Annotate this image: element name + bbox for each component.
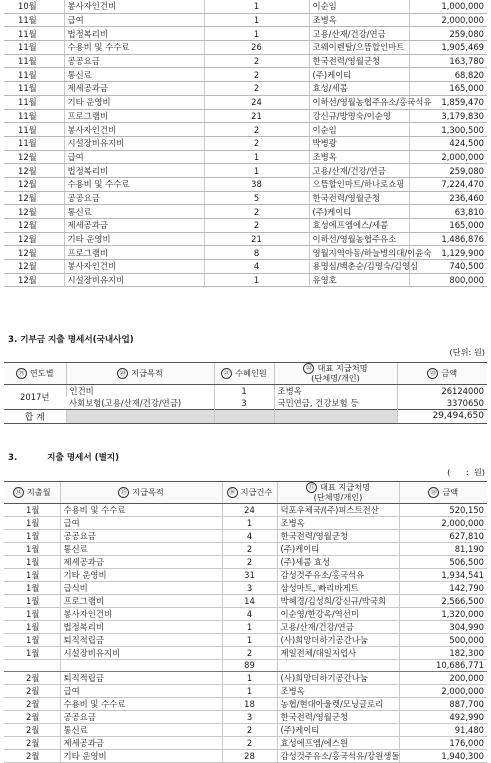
table-row [4,191,487,205]
amount-cell: 506,500 [399,556,487,569]
month-cell: 11월 [4,123,64,137]
count-cell: 1 [222,634,277,647]
count-cell: 2 [204,219,309,233]
purpose-cell: 시설장비유지비 [60,647,222,660]
expense-table-continued [4,0,487,287]
month-cell: 2월 [4,697,60,710]
table-row [4,27,487,41]
purpose-cell: 통신료 [64,205,204,219]
total-empty-cell [66,409,214,423]
table-row [4,634,487,647]
payee-cell: (주)케이티 [309,205,409,219]
amount-cell: 165,000 [409,219,487,233]
month-cell: 12월 [4,164,64,178]
table-row [4,82,487,96]
beneficiaries-cell: 3 [214,397,274,410]
payee-cell: 이순임 [309,0,409,13]
count-cell: 26 [204,41,309,55]
amount-cell: 1,300,500 [409,123,487,137]
payee-cell: (사)희망더하기공간나눔 [277,671,399,684]
count-cell: 21 [204,109,309,123]
payee-cell: 이순영/한강옥/역선미 [277,608,399,621]
purpose-cell: 프로그램비 [60,595,222,608]
year-cell: 2017년 [20,391,50,402]
count-cell: 2 [222,556,277,569]
payee-cell: 이하선/영월농협주유소 [309,232,409,246]
header-amount: ⑱ 금액 [399,482,487,504]
count-cell: 2 [222,543,277,556]
month-cell: 1월 [4,556,60,569]
month-cell: 1월 [4,504,60,517]
table-row [4,273,487,287]
payee-cell: 감성것주유소/홍국석유/강원생돌 [277,749,399,762]
payee-cell: 조병옥 [309,150,409,164]
payee-cell: 효성/세콤 [309,82,409,96]
purpose-cell: 시설장비유지비 [64,136,204,150]
purpose-cell: 제세공과금 [64,219,204,233]
month-cell: 11월 [4,41,64,55]
count-cell: 1 [204,13,309,27]
count-cell: 4 [204,260,309,274]
payee-cell: 한국전력/영월군청 [277,710,399,723]
amount-cell: 1,934,541 [399,569,487,582]
purpose-cell: 수용비 및 수수료 [64,41,204,55]
purpose-cell: 공공요금 [64,191,204,205]
table-row [4,710,487,723]
amount-cell: 7,224,470 [409,177,487,191]
count-cell: 1 [222,621,277,634]
table-row [4,219,487,233]
payee-cell: (주)케이티 [277,543,399,556]
month-cell: 2월 [4,684,60,697]
count-cell: 24 [204,95,309,109]
header-payee: ㉒ 대표 지급처명 (단체명/개인) [274,363,397,385]
purpose-cell: 급여 [60,517,222,530]
count-cell: 2 [222,723,277,736]
payee-cell: 영월지역아동/하늘병의대/이윤숙 [309,246,409,260]
payee-cell: 덕포우체국/(주)피스트전산 [277,504,399,517]
table-row [4,582,487,595]
amount-cell: 1,905,469 [409,41,487,55]
header-purpose: ⑳ 지급목적 [66,363,214,385]
payee-cell: 박혜경/김성희/강신규/박국희 [277,595,399,608]
total-label: 합 계 [4,409,66,423]
table-row [4,136,487,150]
purpose-cell: 통신료 [60,723,222,736]
subtotal-count: 89 [222,660,277,672]
month-cell: 11월 [4,13,64,27]
amount-cell: 492,990 [399,710,487,723]
header-beneficiaries: ㉑ 수혜인원 [214,363,274,385]
amount-cell: 142,790 [399,582,487,595]
amount-cell: 165,000 [409,82,487,96]
purpose-cell: 법정복리비 [60,621,222,634]
payee-cell: 고용/산재/건강/연금 [309,27,409,41]
purpose-cell: 법정복리비 [64,27,204,41]
amount-cell: 2,000,000 [409,13,487,27]
table-row [4,530,487,543]
count-cell: 1 [222,684,277,697]
count-cell: 1 [204,164,309,178]
purpose-cell: 급여 [60,684,222,697]
table-row [4,556,487,569]
amount-cell: 1,859,470 [409,95,487,109]
amount-cell: 200,000 [399,671,487,684]
amount-cell: 3370650 [397,397,487,410]
amount-cell: 1,129,900 [409,246,487,260]
amount-cell: 2,000,000 [399,517,487,530]
table-row [4,684,487,697]
month-cell: 2월 [4,710,60,723]
month-cell: 11월 [4,109,64,123]
payee-cell: (주)세콤 효성 [277,556,399,569]
table-row [4,671,487,684]
amount-cell: 26124000 [397,384,487,397]
count-cell: 2 [222,647,277,660]
amount-cell: 63,810 [409,205,487,219]
payee-cell: 한국전력/영월군청 [309,191,409,205]
amount-cell: 500,000 [399,634,487,647]
table-row [4,150,487,164]
count-cell: 4 [222,530,277,543]
payee-cell: 조병옥 [309,13,409,27]
month-cell: 12월 [4,150,64,164]
count-cell: 2 [204,205,309,219]
table-row [4,68,487,82]
payee-cell: 용명심/백춘순/김명숙/김영심 [309,260,409,274]
table-row [4,109,487,123]
month-cell: 12월 [4,273,64,287]
month-cell: 12월 [4,191,64,205]
purpose-cell: 수용비 및 수수료 [60,504,222,517]
amount-cell: 1,000,000 [409,0,487,13]
month-cell: 11월 [4,136,64,150]
amount-cell: 3,179,830 [409,109,487,123]
payee-cell: 감성것주유소/홍국석유 [277,569,399,582]
amount-cell: 2,566,500 [399,595,487,608]
amount-cell: 91,480 [399,723,487,736]
amount-cell: 2,000,000 [399,684,487,697]
amount-cell: 259,080 [409,164,487,178]
month-cell: 1월 [4,621,60,634]
amount-cell: 304,990 [399,621,487,634]
month-cell: 11월 [4,82,64,96]
month-cell: 1월 [4,569,60,582]
purpose-cell: 퇴직적립금 [60,671,222,684]
month-cell: 2월 [4,736,60,749]
unit-label: (단위: 원) [449,347,485,357]
month-cell: 2월 [4,723,60,736]
count-cell: 14 [222,595,277,608]
amount-cell: 627,810 [399,530,487,543]
total-empty-cell [214,409,274,423]
table-row [4,736,487,749]
month-cell: 1월 [4,530,60,543]
purpose-cell: 공공요금 [64,54,204,68]
donation-expense-table [4,362,487,424]
table-row [4,13,487,27]
table-row [4,54,487,68]
payee-cell: 고용/산재/건강/연금 [277,621,399,634]
purpose-cell: 제세공과금 [60,736,222,749]
amount-cell: 68,820 [409,68,487,82]
amount-cell: 800,000 [409,273,487,287]
payee-cell: 으뜸할인마트/하나로쇼핑 [309,177,409,191]
payee-cell: 코웨이렌탈/으뜸할인마트 [309,41,409,55]
payee-cell: 삼성마트, 빠리바게트 [277,582,399,595]
count-cell: 2 [204,54,309,68]
payee-cell: 제일전체/대일지업사 [277,647,399,660]
purpose-cell: 공공요금 [60,530,222,543]
count-cell: 4 [222,608,277,621]
purpose-cell: 기타 운영비 [60,569,222,582]
purpose-cell: 기타 운영비 [60,749,222,762]
purpose-cell: 프로그램비 [64,109,204,123]
amount-cell: 182,300 [399,647,487,660]
count-cell: 2 [204,136,309,150]
table-row [4,697,487,710]
purpose-cell: 퇴직적립금 [60,634,222,647]
purpose-cell: 수용비 및 수수료 [64,177,204,191]
table-row [4,723,487,736]
payee-cell: 한국전력/영월군청 [277,530,399,543]
table-row [4,517,487,530]
count-cell: 21 [204,232,309,246]
purpose-cell: 봉사자인건비 [60,608,222,621]
count-cell: 8 [204,246,309,260]
count-cell: 1 [222,517,277,530]
purpose-cell: 수용비 및 수수료 [60,697,222,710]
purpose-cell: 기타 운영비 [64,232,204,246]
month-cell: 11월 [4,95,64,109]
table-row [4,569,487,582]
count-cell: 5 [204,191,309,205]
table-row [4,504,487,517]
count-cell: 31 [222,569,277,582]
month-cell: 1월 [4,608,60,621]
table-row [4,246,487,260]
table-row [4,177,487,191]
purpose-cell: 사회보험(고용/산재/건강/연금) [69,397,182,408]
expense-statement-title: 3. 지출 명세서 (별지) [8,453,120,463]
table-row [4,164,487,178]
amount-cell: 236,460 [409,191,487,205]
month-cell: 2월 [4,671,60,684]
header-count: ⑯ 지급건수 [222,482,277,504]
amount-cell: 163,780 [409,54,487,68]
count-cell: 1 [204,0,309,13]
count-cell: 1 [204,150,309,164]
expense-statement-table [4,481,487,763]
table-row [4,123,487,137]
purpose-cell: 통신료 [64,68,204,82]
purpose-cell: 법정복리비 [64,164,204,178]
month-cell: 1월 [4,634,60,647]
header-year: ⑲ 연도별 [4,363,66,385]
count-cell: 2 [222,736,277,749]
table-row [4,749,487,762]
amount-cell: 1,940,300 [399,749,487,762]
month-cell: 1월 [4,647,60,660]
month-cell: 11월 [4,68,64,82]
count-cell: 24 [222,504,277,517]
payee-cell: 국민연금, 건강보험 등 [274,397,397,410]
count-cell: 28 [222,749,277,762]
payee-cell: 조병옥 [277,684,399,697]
header-month: ⑭ 지출월 [4,482,60,504]
count-cell: 2 [204,82,309,96]
month-cell: 11월 [4,27,64,41]
month-cell: 12월 [4,205,64,219]
count-cell: 2 [204,123,309,137]
month-cell: 12월 [4,232,64,246]
table-row [4,205,487,219]
table-row [4,0,487,13]
table-row [4,621,487,634]
payee-cell: 박병광 [309,136,409,150]
count-cell: 2 [204,68,309,82]
payee-cell: 이하선/영월농협주유소/홍국석유 [309,95,409,109]
payee-cell: 농협/현대아울렛/모닝글로리 [277,697,399,710]
unit-label-2: ( : 원) [447,467,485,477]
purpose-cell: 공공요금 [60,710,222,723]
count-cell: 18 [222,697,277,710]
count-cell: 1 [222,671,277,684]
purpose-cell: 제세공과금 [60,556,222,569]
payee-cell: (주)케이티 [277,723,399,736]
amount-cell: 81,190 [399,543,487,556]
table-row [4,260,487,274]
payee-cell: (사)희망더하기공간나눔 [277,634,399,647]
amount-cell: 887,700 [399,697,487,710]
month-cell: 12월 [4,260,64,274]
purpose-cell: 봉사자인건비 [64,123,204,137]
purpose-cell: 급식비 [60,582,222,595]
header-amount: ㉓ 금액 [397,363,487,385]
purpose-cell: 봉사자인건비 [64,0,204,13]
amount-cell: 2,000,000 [409,150,487,164]
table-row [4,595,487,608]
count-cell: 1 [204,27,309,41]
table-row [4,232,487,246]
payee-cell: 조병옥 [274,384,397,397]
purpose-cell: 기타 운영비 [64,95,204,109]
purpose-cell: 통신료 [60,543,222,556]
payee-cell: (주)케이티 [309,68,409,82]
purpose-cell: 시설장비유지비 [64,273,204,287]
payee-cell: 강신규/방명숙/이순영 [309,109,409,123]
amount-cell: 259,080 [409,27,487,41]
month-cell: 1월 [4,582,60,595]
payee-cell: 고용/산재/건강/연금 [309,164,409,178]
purpose-cell: 제세공과금 [64,82,204,96]
table-row [4,647,487,660]
amount-cell: 520,150 [399,504,487,517]
month-cell: 12월 [4,177,64,191]
amount-cell: 1,486,876 [409,232,487,246]
purpose-cell: 급여 [64,13,204,27]
table-row [4,608,487,621]
month-cell: 1월 [4,543,60,556]
header-payee: ⑰ 대표 지급처명 (단체명/개인) [277,482,399,504]
payee-cell: 조병옥 [277,517,399,530]
table-row [4,95,487,109]
purpose-cell: 프로그램비 [64,246,204,260]
amount-cell: 424,500 [409,136,487,150]
month-cell: 1월 [4,517,60,530]
purpose-cell: 급여 [64,150,204,164]
purpose-cell: 봉사자인건비 [64,260,204,274]
table-row [4,543,487,556]
payee-cell: 효성에프엠에스/세콤 [309,219,409,233]
header-purpose: ⑮ 지급목적 [60,482,222,504]
month-cell: 12월 [4,246,64,260]
month-cell: 2월 [4,749,60,762]
month-cell: 12월 [4,219,64,233]
count-cell: 1 [204,273,309,287]
amount-cell: 740,500 [409,260,487,274]
table-row [4,41,487,55]
subtotal-row [4,660,487,672]
payee-cell: 효성에프엠/에스원 [277,736,399,749]
purpose-cell: 인건비 [66,384,214,397]
total-empty-cell [274,409,397,423]
payee-cell: 이순임 [309,123,409,137]
beneficiaries-cell: 1 [214,384,274,397]
count-cell: 3 [222,582,277,595]
month-cell: 1월 [4,595,60,608]
payee-cell: 한국전력/영월군청 [309,54,409,68]
amount-cell: 176,000 [399,736,487,749]
total-amount: 29,494,650 [397,409,487,423]
count-cell: 3 [222,710,277,723]
payee-cell: 유영호 [309,273,409,287]
count-cell: 38 [204,177,309,191]
month-cell: 11월 [4,54,64,68]
donation-expense-section-title: 3. 기부금 지출 명세서(국내사업) [8,335,134,345]
amount-cell: 1,320,000 [399,608,487,621]
month-cell: 10월 [4,0,64,13]
subtotal-amount: 10,686,771 [399,660,487,672]
